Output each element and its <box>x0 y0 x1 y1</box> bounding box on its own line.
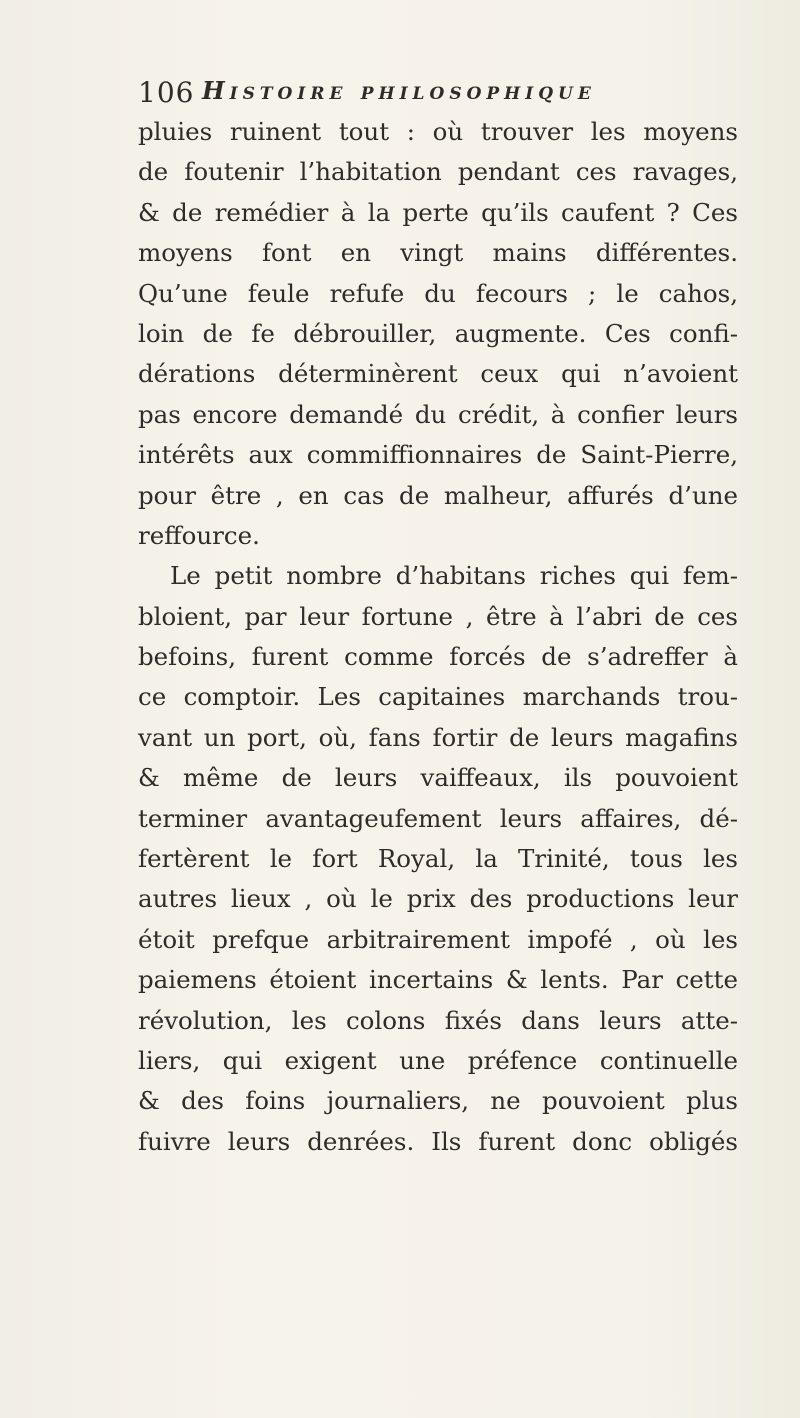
text-line: & même de leurs vaiffeaux, ils pouvoient <box>138 763 738 793</box>
text-line: étoit prefque arbitrairement impofé , où les <box>138 924 738 954</box>
text-line: autres lieux , où le prix des productions leur <box>138 884 738 914</box>
paragraph-start-line: Le petit nombre d’habitans riches qui fem- <box>170 561 738 591</box>
text-line: intérêts aux commiffionnaires de Saint-Pierre, <box>138 440 738 470</box>
text-line: Qu’une feule refufe du fecours ; le cahos, <box>138 278 738 308</box>
text-line: pas encore demandé du crédit, à confier leurs <box>138 399 738 429</box>
running-title: Histoire philosophique <box>202 76 596 105</box>
text-line: paiemens étoient incertains & lents. Par cette <box>138 965 738 995</box>
text-line: pour être , en cas de malheur, affurés d’une <box>138 480 738 510</box>
text-line: vant un port, où, fans fortir de leurs magafins <box>138 722 738 752</box>
text-line: liers, qui exigent une préfence continuelle <box>138 1045 738 1075</box>
page-header <box>138 76 728 116</box>
text-line: & de remédier à la perte qu’ils caufent ? Ces <box>138 197 738 227</box>
text-line: pluies ruinent tout : où trouver les moyens <box>138 117 738 146</box>
text-line: befoins, furent comme forcés de s’adreffer à <box>138 642 738 672</box>
text-line: révolution, les colons fixés dans leurs atte- <box>138 1005 738 1035</box>
text-line: loin de fe débrouiller, augmente. Ces confi- <box>138 318 738 348</box>
text-line: bloient, par leur fortune , être à l’abri de ces <box>138 601 738 631</box>
text-line: de foutenir l’habitation pendant ces ravages, <box>138 157 738 187</box>
text-line: terminer avantageufement leurs affaires, dé- <box>138 803 738 833</box>
text-line: reffource. <box>138 520 260 550</box>
text-line: moyens font en vingt mains différentes. <box>138 238 738 268</box>
body-text <box>138 112 738 1162</box>
page-number: 106 <box>138 76 195 109</box>
text-line: fertèrent le fort Royal, la Trinité, tous les <box>138 844 738 874</box>
text-line: fuivre leurs denrées. Ils furent donc obligés <box>138 1126 738 1156</box>
text-line: ce comptoir. Les capitaines marchands trou- <box>138 682 738 712</box>
text-line: dérations déterminèrent ceux qui n’avoient <box>138 359 738 389</box>
text-line: & des foins journaliers, ne pouvoient plus <box>138 1086 738 1116</box>
